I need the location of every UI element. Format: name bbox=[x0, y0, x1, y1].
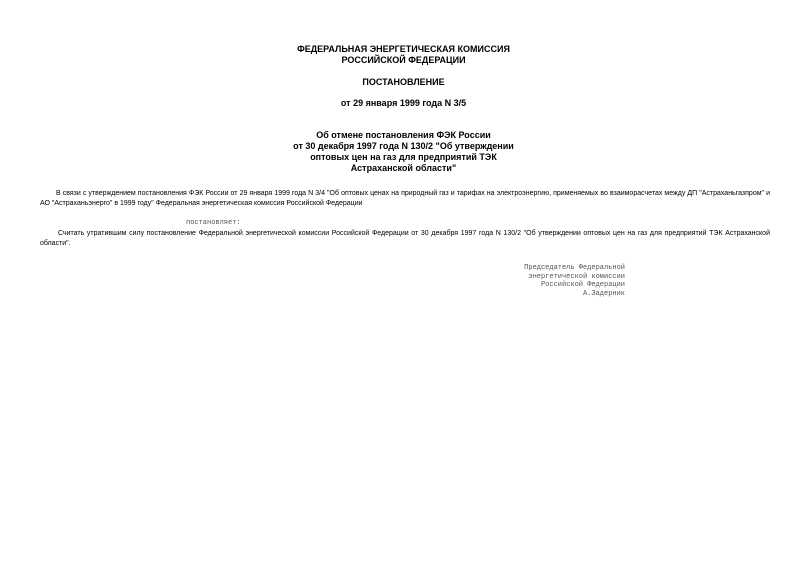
title-line-3: оптовых цен на газ для предприятий ТЭК bbox=[310, 152, 497, 162]
signature-line-2: энергетической комиссии bbox=[528, 272, 625, 281]
signatory-name: А.Задерник bbox=[582, 289, 625, 298]
issuer-line-2: РОССИЙСКОЙ ФЕДЕРАЦИИ bbox=[341, 55, 466, 65]
title-line-1: Об отмене постановления ФЭК России bbox=[316, 130, 491, 140]
decree-word: постановляет: bbox=[186, 219, 241, 227]
signature-line-1: Председатель Федеральной bbox=[524, 264, 625, 272]
document-type: ПОСТАНОВЛЕНИЕ bbox=[362, 77, 445, 87]
signature-line-3: Российской Федерации bbox=[540, 281, 625, 289]
issuer-line-1: ФЕДЕРАЛЬНАЯ ЭНЕРГЕТИЧЕСКАЯ КОМИССИЯ bbox=[297, 44, 510, 54]
title-line-2: от 30 декабря 1997 года N 130/2 "Об утверждении bbox=[293, 141, 514, 151]
title-line-4: Астраханской области" bbox=[350, 163, 457, 173]
document-date-number: от 29 января 1999 года N 3/5 bbox=[340, 98, 467, 108]
resolution-paragraph: Считать утратившим силу постановление Федеральной энергетической комиссии Российской Федерации от 30 декабря 1997 года N 130/2 "Об утверждении оптовых цен на газ для предприятий ТЭК Астраханской области". bbox=[40, 230, 770, 247]
preamble-paragraph: В связи с утверждением постановления ФЭК России от 29 января 1999 года N 3/4 "Об оптовых ценах на природный газ и тарифах на электроэнергию, применяемых во взаиморасчетах между ДП "Астраханьгазпром" и АО "Астраханьэнерго" в 1999 году" Федеральная энергетическая комиссия Российской Федерации bbox=[40, 190, 770, 207]
